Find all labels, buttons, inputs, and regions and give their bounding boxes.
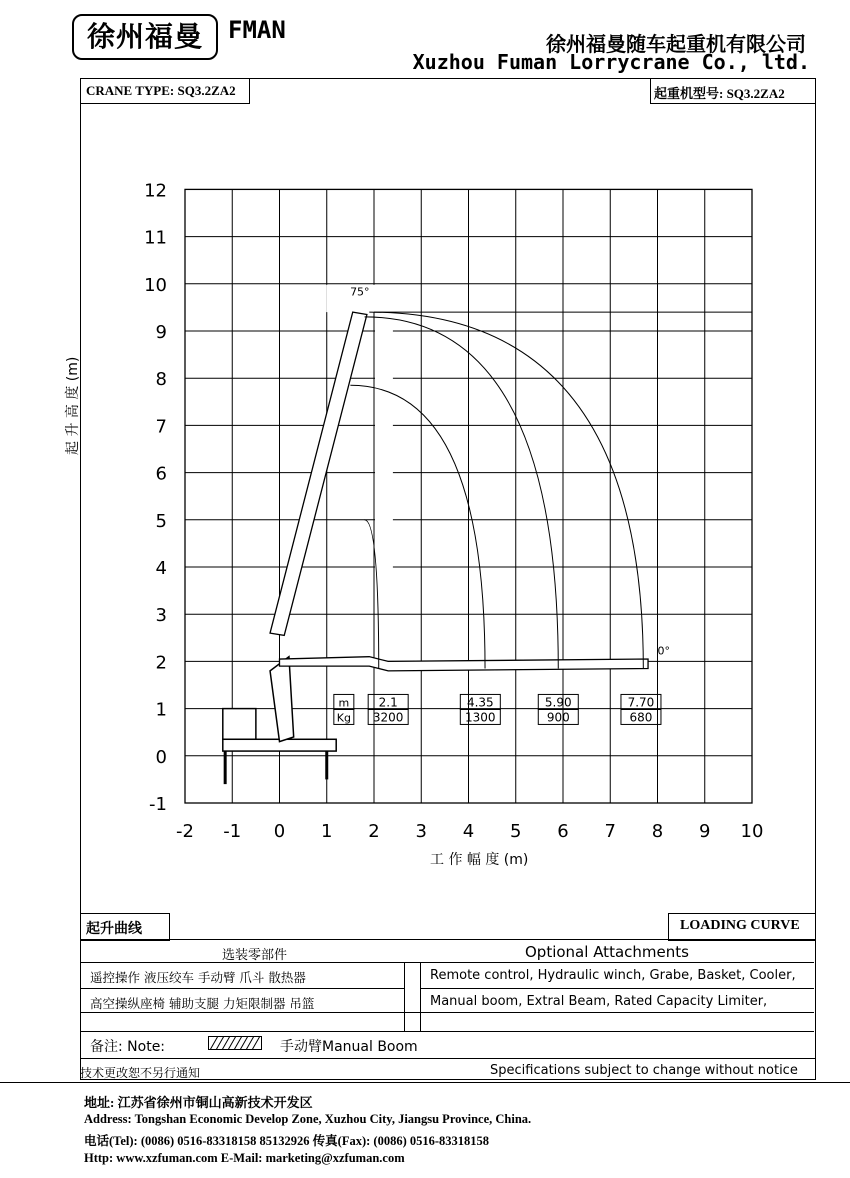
load-table-header-m: m [338,696,350,710]
x-tick-label: 6 [557,821,569,842]
optional-en: Optional Attachments [525,943,689,961]
x-tick-label: -1 [223,821,242,842]
x-tick-label: 5 [510,821,522,842]
y-tick-label: -1 [149,794,167,815]
load-radius: 4.35 [466,695,494,710]
y-tick-label: 6 [155,463,167,485]
optional-cn: 选装零部件 [222,948,288,963]
divider [404,962,405,1031]
divider [80,1012,814,1013]
grid-gap [375,313,393,613]
company-name-cn: 徐州福曼随车起重机有限公司 [546,32,806,56]
y-tick-label: 1 [155,699,167,721]
footer-divider [0,1082,850,1083]
website-email: Http: www.xzfuman.com E-Mail: marketing@xzfuman.com [84,1151,405,1165]
crane-column [270,657,294,742]
divider [80,1031,814,1032]
optional-row1-en: Remote control, Hydraulic winch, Grabe, Basket, Cooler, [430,968,796,983]
y-tick-label: 0 [155,746,167,768]
company-name-en: Xuzhou Fuman Lorrycrane Co., ltd. [412,50,810,74]
x-tick-label: 1 [321,821,333,842]
note-text: 手动臂Manual Boom [280,1039,418,1055]
address-en: Address: Tongshan Economic Develop Zone, Xuzhou City, Jiangsu Province, China. [84,1112,532,1126]
address-cn: 地址: 江苏省徐州市铜山高新技术开发区 [84,1095,313,1110]
optional-row2-cn: 高空操纵座椅 辅助支腿 力矩限制器 吊篮 [90,996,315,1011]
x-tick-label: 7 [604,821,616,842]
y-tick-label: 4 [155,558,167,579]
crane-type-en: CRANE TYPE: SQ3.2ZA2 [86,83,236,98]
angle-label-0: 0° [657,644,670,658]
curve-cn: 起升曲线 [86,922,142,937]
brand-mark: FMAN [228,16,286,44]
change-notice-cn: 技术更改恕不另行通知 [80,1066,201,1080]
x-tick-label: 8 [651,821,664,842]
y-tick-label: 9 [155,322,167,343]
load-curve [369,312,643,668]
crane-cab [223,709,256,740]
x-tick-label: 0 [273,821,286,842]
note-label: 备注: Note: [90,1039,166,1055]
y-tick-label: 11 [144,227,167,249]
boom-horizontal [280,657,649,671]
divider [80,988,404,989]
load-capacity: 3200 [372,710,404,725]
load-capacity: 900 [546,710,570,725]
y-tick-label: 12 [144,180,167,202]
load-curve [365,317,559,669]
optional-row2-en: Manual boom, Extral Beam, Rated Capacity Limiter, [430,994,768,1009]
y-axis-label: 起 升 高 度 (m) [65,356,81,455]
x-tick-label: 2 [368,821,380,842]
crane-type-cn: 起重机型号: SQ3.2ZA2 [654,86,785,101]
y-tick-label: 3 [155,605,167,627]
load-capacity: 680 [629,710,653,725]
company-logo: 徐州福曼 [72,14,218,60]
change-notice-en: Specifications subject to change without notice [490,1063,798,1078]
angle-label-75: 75° [350,285,370,299]
divider [420,962,421,1031]
boom-raised [270,312,367,635]
x-tick-label: 4 [462,821,475,842]
y-tick-label: 8 [155,369,167,391]
divider [420,988,814,989]
hatch-swatch [208,1036,262,1050]
load-radius: 7.70 [627,695,655,710]
x-tick-label: 10 [740,821,764,842]
x-tick-label: -2 [176,821,194,842]
load-radius: 5.90 [544,695,572,710]
y-tick-label: 2 [155,652,167,674]
x-tick-label: 9 [699,821,711,842]
load-capacity: 1300 [465,710,496,725]
y-tick-label: 5 [155,510,167,532]
load-radius: 2.1 [378,695,398,710]
load-table-header-kg: Kg [336,711,351,725]
x-axis-label: 工 作 幅 度 (m) [430,852,529,868]
telephone: 电话(Tel): (0086) 0516-83318158 85132926 传真(Fax): (0086) 0516-83318158 [84,1134,490,1148]
curve-en: LOADING CURVE [680,918,800,933]
divider [80,962,814,963]
optional-row1-cn: 遥控操作 液压绞车 手动臂 爪斗 散热器 [90,970,306,985]
load-curve [350,385,485,668]
y-tick-label: 7 [155,416,167,438]
x-tick-label: 3 [415,821,427,842]
y-tick-label: 10 [144,274,167,296]
